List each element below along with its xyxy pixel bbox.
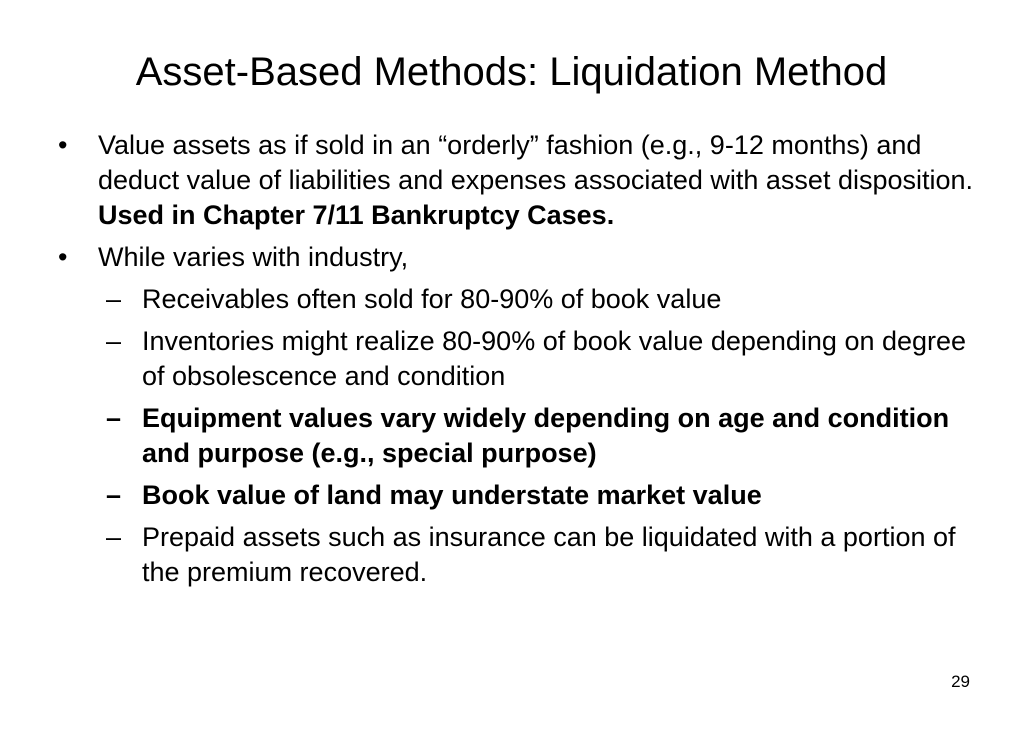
sub-bullet-item [58,478,978,513]
sub-bullet-text: Prepaid assets such as insurance can be liquidated with a portion of the premium recovered. [142,522,956,587]
bullet-item [58,240,978,275]
bullet-text: While varies with industry, [98,242,409,272]
sub-bullet-item [58,324,978,394]
sub-bullet-item [58,282,978,317]
bullet-marker: • [58,130,68,160]
sub-bullet-marker: – [106,326,122,356]
slide-body [58,128,978,597]
page-number: 29 [951,672,970,691]
sub-bullet-marker: – [106,403,122,433]
sub-bullet-marker: – [106,480,122,510]
sub-bullet-item [58,401,978,471]
bullet-item [58,128,978,233]
sub-bullet-marker: – [106,522,122,552]
bullet-text: Value assets as if sold in an “orderly” fashion (e.g., 9-12 months) and deduct value of liabilities and expenses associated with asset disposition. [98,130,974,195]
sub-bullet-item [58,520,978,590]
sub-bullet-text: Receivables often sold for 80-90% of book value [142,284,722,314]
sub-bullet-text: Inventories might realize 80-90% of book value depending on degree of obsolescence and condition [142,326,967,391]
sub-bullet-text: Book value of land may understate market value [142,480,762,510]
bullet-marker: • [58,242,68,272]
slide-title: Asset-Based Methods: Liquidation Method [135,50,888,94]
bullet-bold-text: Used in Chapter 7/11 Bankruptcy Cases. [98,200,615,230]
sub-bullet-text: Equipment values vary widely depending on age and condition and purpose (e.g., special purpose) [142,403,950,468]
sub-bullet-marker: – [106,284,122,314]
